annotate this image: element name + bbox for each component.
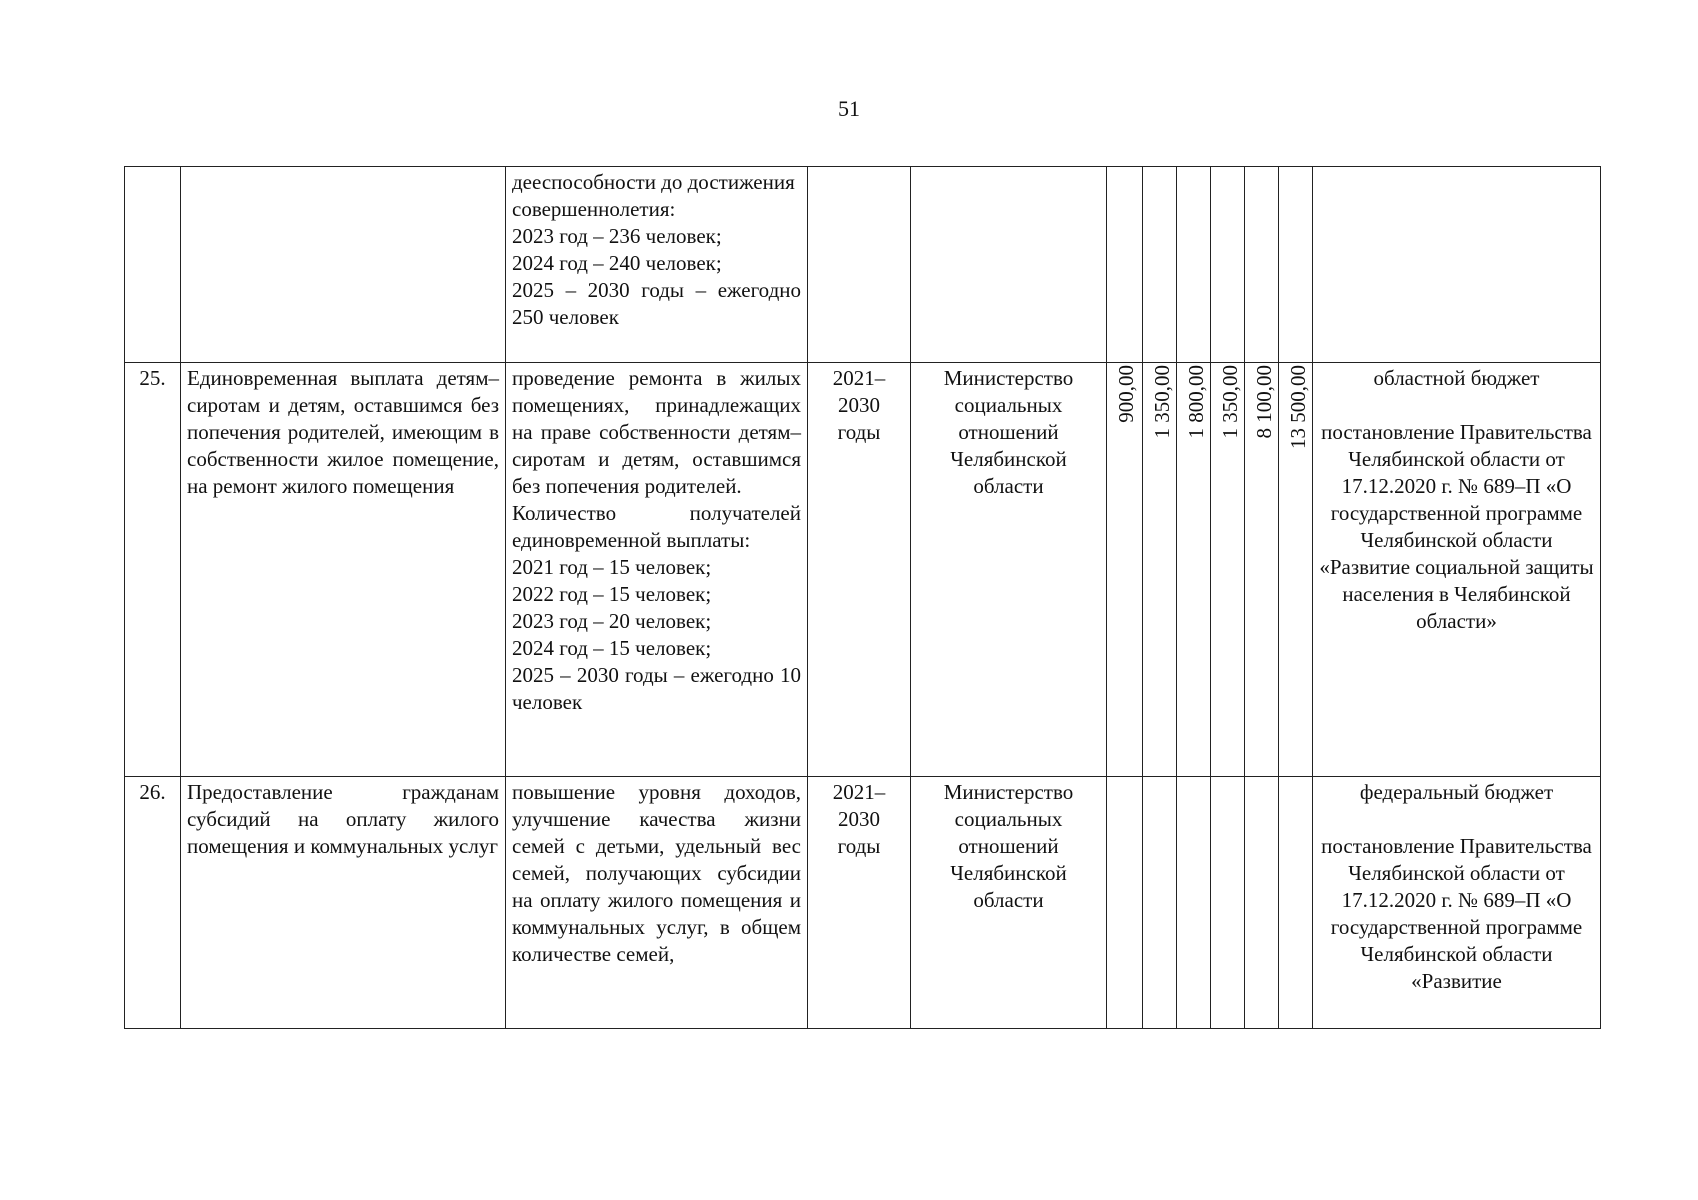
- source-line: федеральный бюджет: [1359, 780, 1554, 804]
- result-line: проведение ремонта в жилых помещениях, принадлежащих на праве собственности детям–сиротам и детям, оставшимся без попечения родителей.: [512, 366, 801, 498]
- amount-cell: [1211, 167, 1245, 363]
- amount-cell: [1177, 167, 1211, 363]
- amount-cell: [1143, 167, 1177, 363]
- result-line: 2024 год – 15 человек;: [512, 636, 712, 660]
- period-cell: 2021–2030 годы: [808, 363, 911, 777]
- amount-cell: [1177, 363, 1211, 777]
- result-line: повышение уровня доходов, улучшение качества жизни семей с детьми, удельный вес семей, получающих субсидии на оплату жилого помещения и коммунальных услуг, в общем количестве семей,: [512, 780, 801, 966]
- source-line: постановление Правительства Челябинской области от 17.12.2020 г. № 689–П «О государственной программе Челябинской области «Развитие: [1321, 834, 1592, 993]
- result-line: 2024 год – 240 человек;: [512, 251, 722, 275]
- amount-value: 1 800,00: [1184, 365, 1208, 439]
- result-line: 2023 год – 236 человек;: [512, 224, 722, 248]
- table-row: [125, 777, 1601, 1029]
- amount-value: 13 500,00: [1286, 365, 1310, 449]
- executor-cell: Министерство социальных отношений Челябинской области: [911, 363, 1107, 777]
- result-line: Количество получателей единовременной выплаты:: [512, 501, 801, 552]
- measure-name-cell: Единовременная выплата детям–сиротам и детям, оставшимся без попечения родителей, имеющим в собственности жилое помещение, на ремонт жилого помещения: [181, 363, 506, 777]
- result-line: 2022 год – 15 человек;: [512, 582, 712, 606]
- amount-cell: [1279, 363, 1313, 777]
- amount-cell: [1107, 167, 1143, 363]
- source-cell: [1313, 167, 1601, 363]
- result-line: 2025 – 2030 годы – ежегодно 10 человек: [512, 663, 801, 714]
- source-cell: [1313, 777, 1601, 1029]
- table-row: [125, 363, 1601, 777]
- page-number: 51: [838, 96, 860, 121]
- result-line: дееспособности до достижения: [512, 170, 795, 194]
- source-cell: [1313, 363, 1601, 777]
- period-cell: [808, 167, 911, 363]
- row-number-cell: [125, 167, 181, 363]
- row-number-cell: 26.: [125, 777, 181, 1029]
- amount-value: 1 350,00: [1218, 365, 1242, 439]
- amount-cell: [1245, 777, 1279, 1029]
- result-line: совершеннолетия:: [512, 197, 676, 221]
- executor-cell: [911, 167, 1107, 363]
- result-line: 2021 год – 15 человек;: [512, 555, 712, 579]
- amount-value: 8 100,00: [1252, 365, 1276, 439]
- source-line: постановление Правительства Челябинской области от 17.12.2020 г. № 689–П «О государственной программе Челябинской области «Развитие социальной защиты населения в Челябинской области»: [1319, 420, 1594, 633]
- amount-value: 1 350,00: [1150, 365, 1174, 439]
- executor-cell: Министерство социальных отношений Челябинской области: [911, 777, 1107, 1029]
- measures-table: [124, 166, 1601, 1029]
- amount-cell: [1107, 777, 1143, 1029]
- expected-result-cell: [506, 777, 808, 1029]
- amount-cell: [1177, 777, 1211, 1029]
- amount-cell: [1245, 363, 1279, 777]
- amount-cell: [1211, 777, 1245, 1029]
- amount-cell: [1279, 167, 1313, 363]
- expected-result-cell: [506, 363, 808, 777]
- table-row: [125, 167, 1601, 363]
- amount-cell: [1143, 777, 1177, 1029]
- source-gap: [1319, 392, 1594, 419]
- result-line: 2023 год – 20 человек;: [512, 609, 712, 633]
- amount-cell: [1279, 777, 1313, 1029]
- result-line: 2025 – 2030 годы – ежегодно 250 человек: [512, 278, 801, 329]
- amount-cell: [1143, 363, 1177, 777]
- source-line: областной бюджет: [1373, 366, 1540, 390]
- amount-cell: [1245, 167, 1279, 363]
- amount-value: 900,00: [1114, 365, 1138, 423]
- measure-name-cell: [181, 167, 506, 363]
- row-number-cell: 25.: [125, 363, 181, 777]
- period-cell: 2021–2030 годы: [808, 777, 911, 1029]
- measure-name-cell: Предоставление гражданам субсидий на оплату жилого помещения и коммунальных услуг: [181, 777, 506, 1029]
- source-gap: [1319, 806, 1594, 833]
- amount-cell: [1107, 363, 1143, 777]
- expected-result-cell: [506, 167, 808, 363]
- amount-cell: [1211, 363, 1245, 777]
